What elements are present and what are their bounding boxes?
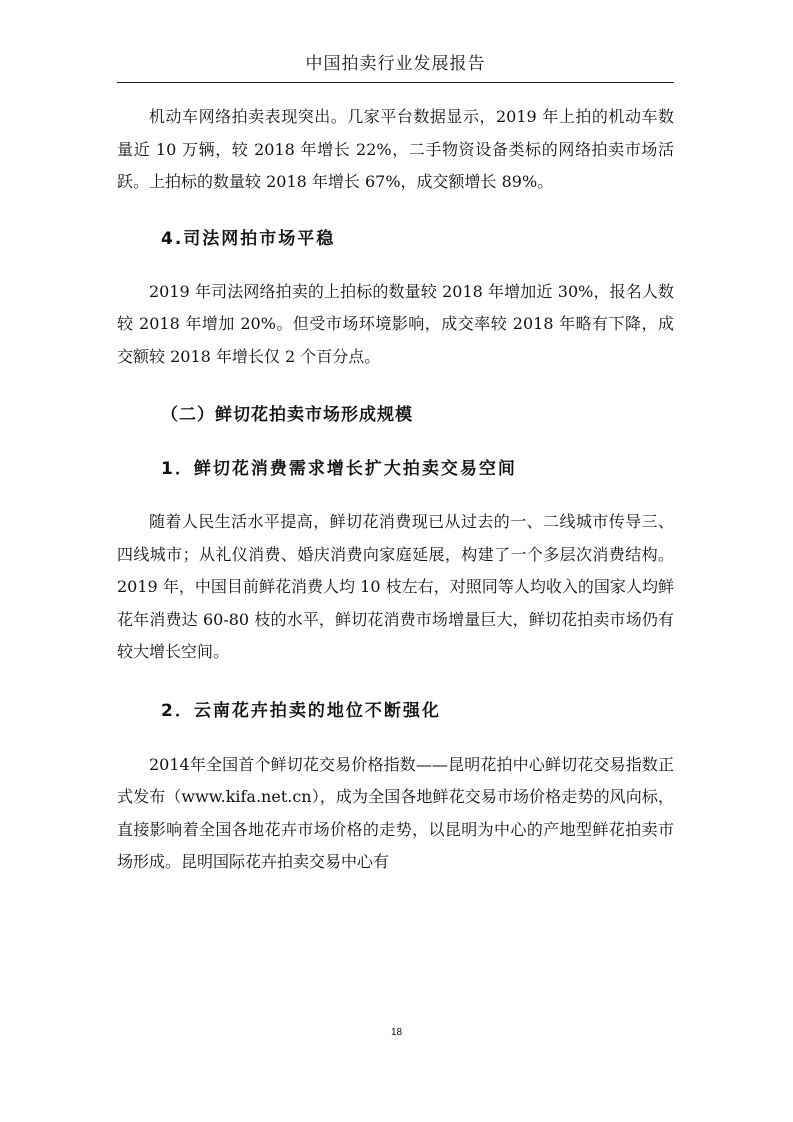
paragraph-yunnan-status: 2014年全国首个鲜切花交易价格指数——昆明花拍中心鲜切花交易指数正式发布（www.kifa.net.cn），成为全国各地鲜花交易市场价格走势的风向标，直接影响着全国各地花卉市场价格的走势，以昆明为中心的产地型鲜花拍卖市场形成。昆明国际花卉拍卖交易中心有	[117, 754, 674, 871]
page-number: 18	[390, 1027, 403, 1038]
heading-judicial-auction: 4.司法网拍市场平稳	[161, 228, 336, 249]
paragraph-motor-vehicle: 机动车网络拍卖表现突出。几家平台数据显示，2019 年上拍的机动车数量近 10 万辆，较 2018 年增长 22%，二手物资设备类标的网络拍卖市场活跃。上拍标的数量较 2018 年增长 67%，成交额增长 89%。	[117, 107, 674, 191]
heading-yunnan-status: 2．云南花卉拍卖的地位不断强化	[161, 700, 441, 721]
paragraph-judicial-auction: 2019 年司法网络拍卖的上拍标的数量较 2018 年增加近 30%，报名人数较 2018 年增加 20%。但受市场环境影响，成交率较 2018 年略有下降，成交额较 2018 年增长仅 2 个百分点。	[117, 281, 674, 366]
page-header-title: 中国拍卖行业发展报告	[305, 54, 486, 74]
section-heading-fresh-flowers: （二）鲜切花拍卖市场形成规模	[161, 405, 413, 425]
heading-consumer-demand: 1．鲜切花消费需求增长扩大拍卖交易空间	[161, 459, 517, 479]
paragraph-consumer-demand: 随着人民生活水平提高，鲜切花消费现已从过去的一、二线城市传导三、四线城市；从礼仪消费、婚庆消费向家庭延展，构建了一个多层次消费结构。2019 年，中国目前鲜花消费人均 10 枝左右，对照同等人均收入的国家人均鲜花年消费达 60-80 枝的水平，鲜切花消费市场增量巨大，鲜切花拍卖市场仍有较大增长空间。	[117, 512, 674, 661]
header-divider	[117, 82, 674, 83]
document-body	[117, 101, 674, 879]
